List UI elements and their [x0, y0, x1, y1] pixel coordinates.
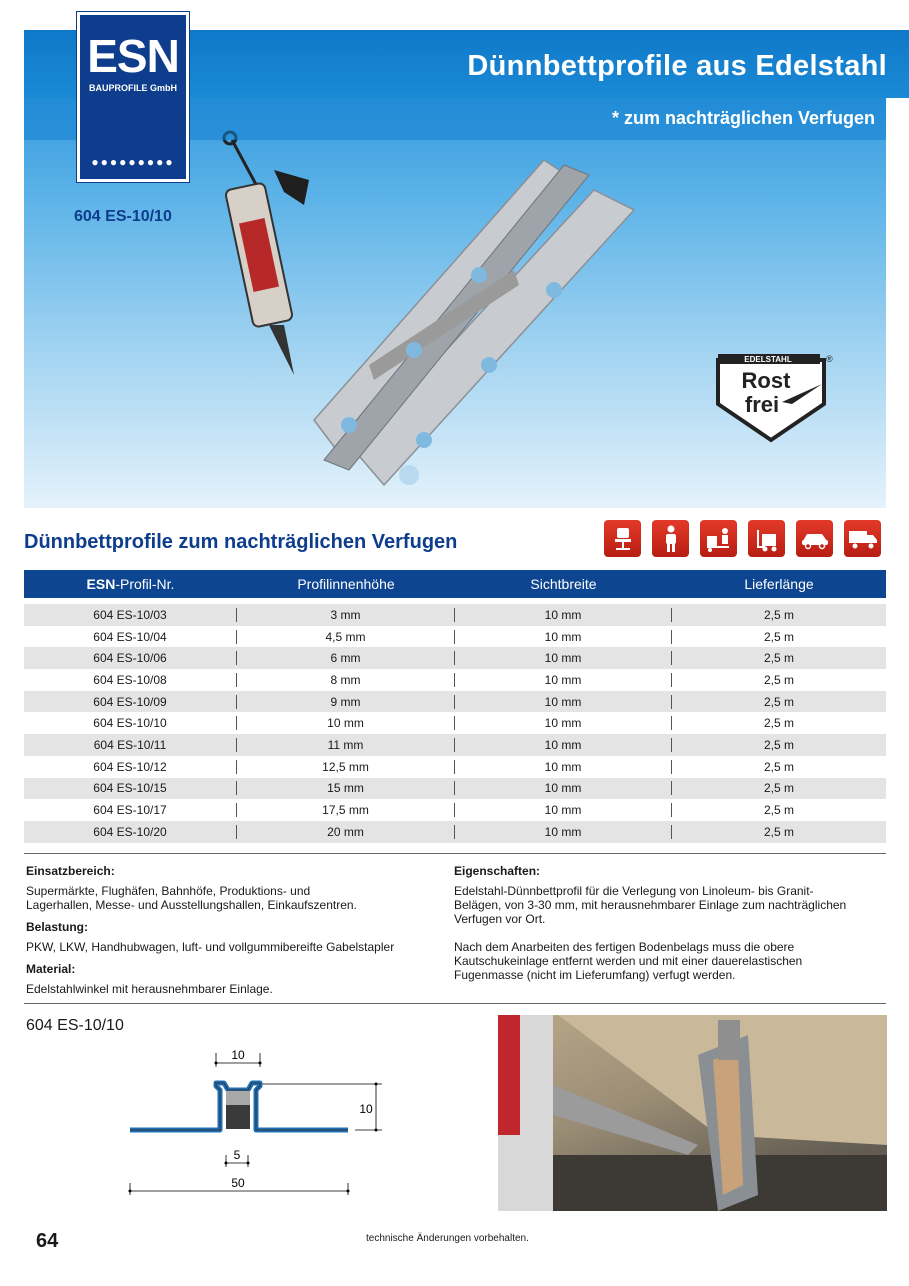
dim-total: 50: [231, 1176, 245, 1190]
table-row: 604 ES-10/04 4,5 mm 10 mm 2,5 m: [24, 626, 886, 648]
logo-text: ESN: [87, 30, 179, 82]
properties-info: [454, 864, 884, 982]
footer-note: technische Änderungen vorbehalten.: [366, 1233, 529, 1244]
rostfrei-badge-icon: [712, 352, 833, 444]
truck-icon: [844, 520, 881, 557]
table-row: 604 ES-10/08 8 mm 10 mm 2,5 m: [24, 669, 886, 691]
einsatz-title: Einsatzbereich:: [26, 864, 115, 878]
table-body: [24, 604, 886, 843]
drawing-label: 604 ES-10/10: [26, 1017, 124, 1034]
table-row: 604 ES-10/11 11 mm 10 mm 2,5 m: [24, 734, 886, 756]
esn-logo: [77, 12, 189, 182]
section-title: Dünnbettprofile zum nachträglichen Verfugen: [24, 531, 458, 553]
person-icon: [652, 520, 689, 557]
material-title: Material:: [26, 962, 76, 976]
eig-line4: Nach dem Anarbeiten des fertigen Bodenbelags muss die obere: [454, 940, 795, 954]
table-row: 604 ES-10/03 3 mm 10 mm 2,5 m: [24, 604, 886, 626]
page-subtitle: * zum nachträglichen Verfugen: [611, 108, 875, 128]
product-label: 604 ES-10/10: [74, 208, 172, 225]
belastung-text: PKW, LKW, Handhubwagen, luft- und vollgummibereifte Gabelstapler: [26, 940, 395, 954]
table-row: 604 ES-10/12 12,5 mm 10 mm 2,5 m: [24, 756, 886, 778]
cross-section-drawing: [120, 1045, 390, 1205]
dim-slot: 5: [233, 1148, 241, 1162]
badge-top-text: EDELSTAHL: [744, 355, 792, 364]
material-text: Edelstahlwinkel mit herausnehmbarer Einlage.: [26, 982, 273, 996]
badge-line1: Rost: [741, 368, 791, 393]
table-row: 604 ES-10/17 17,5 mm 10 mm 2,5 m: [24, 799, 886, 821]
einsatz-line1: Supermärkte, Flughäfen, Bahnhöfe, Produktions- und: [26, 884, 311, 898]
usage-info: [26, 864, 436, 996]
einsatz-line2: Lagerhallen, Messe- und Ausstellungshallen, Einkaufszentren.: [26, 898, 357, 912]
dim-top: 10: [231, 1048, 245, 1062]
forklift-icon: [748, 520, 785, 557]
header-height: Profilinnenhöhe: [297, 576, 395, 592]
eig-line5: Kautschukeinlage entfernt werden und mit einer dauerelastischen: [454, 954, 803, 968]
car-icon: [796, 520, 833, 557]
installation-photo: [498, 1015, 887, 1211]
hand-truck-icon: [700, 520, 737, 557]
eigenschaften-title: Eigenschaften:: [454, 864, 541, 878]
header-length: Lieferlänge: [744, 576, 814, 592]
table-row: 604 ES-10/20 20 mm 10 mm 2,5 m: [24, 821, 886, 843]
profile-illustration: [274, 150, 644, 490]
logo-dots: ●●●●●●●●●: [91, 155, 175, 169]
office-chair-icon: [604, 520, 641, 557]
badge-reg-text: ®: [826, 354, 833, 364]
dim-right: 10: [359, 1102, 373, 1116]
table-row: 604 ES-10/10 10 mm 10 mm 2,5 m: [24, 712, 886, 734]
eig-line3: Verfugen vor Ort.: [454, 912, 546, 926]
table-row: 604 ES-10/15 15 mm 10 mm 2,5 m: [24, 778, 886, 800]
page-number: 64: [36, 1230, 59, 1252]
table-row: 604 ES-10/09 9 mm 10 mm 2,5 m: [24, 691, 886, 713]
page-title: Dünnbettprofile aus Edelstahl: [467, 50, 887, 82]
eig-line1: Edelstahl-Dünnbettprofil für die Verlegung von Linoleum- bis Granit-: [454, 884, 814, 898]
table-header: [24, 570, 886, 598]
eig-line6: Fugenmasse (nicht im Lieferumfang) verfugt werden.: [454, 968, 736, 982]
product-table: [24, 570, 886, 843]
logo-subtext: BAUPROFILE GmbH: [88, 83, 177, 93]
belastung-title: Belastung:: [26, 920, 89, 934]
badge-line2: frei: [744, 392, 780, 417]
table-row: 604 ES-10/06 6 mm 10 mm 2,5 m: [24, 647, 886, 669]
eig-line2: Belägen, von 3-30 mm, mit herausnehmbarer Einlage zum nachträglichen: [454, 898, 847, 912]
divider-bottom: [24, 1003, 886, 1004]
usage-icons: [604, 520, 881, 557]
divider-top: [24, 853, 886, 854]
header-width: Sichtbreite: [530, 576, 597, 592]
header-profile-nr: ESN-Profil-Nr.: [86, 576, 175, 592]
